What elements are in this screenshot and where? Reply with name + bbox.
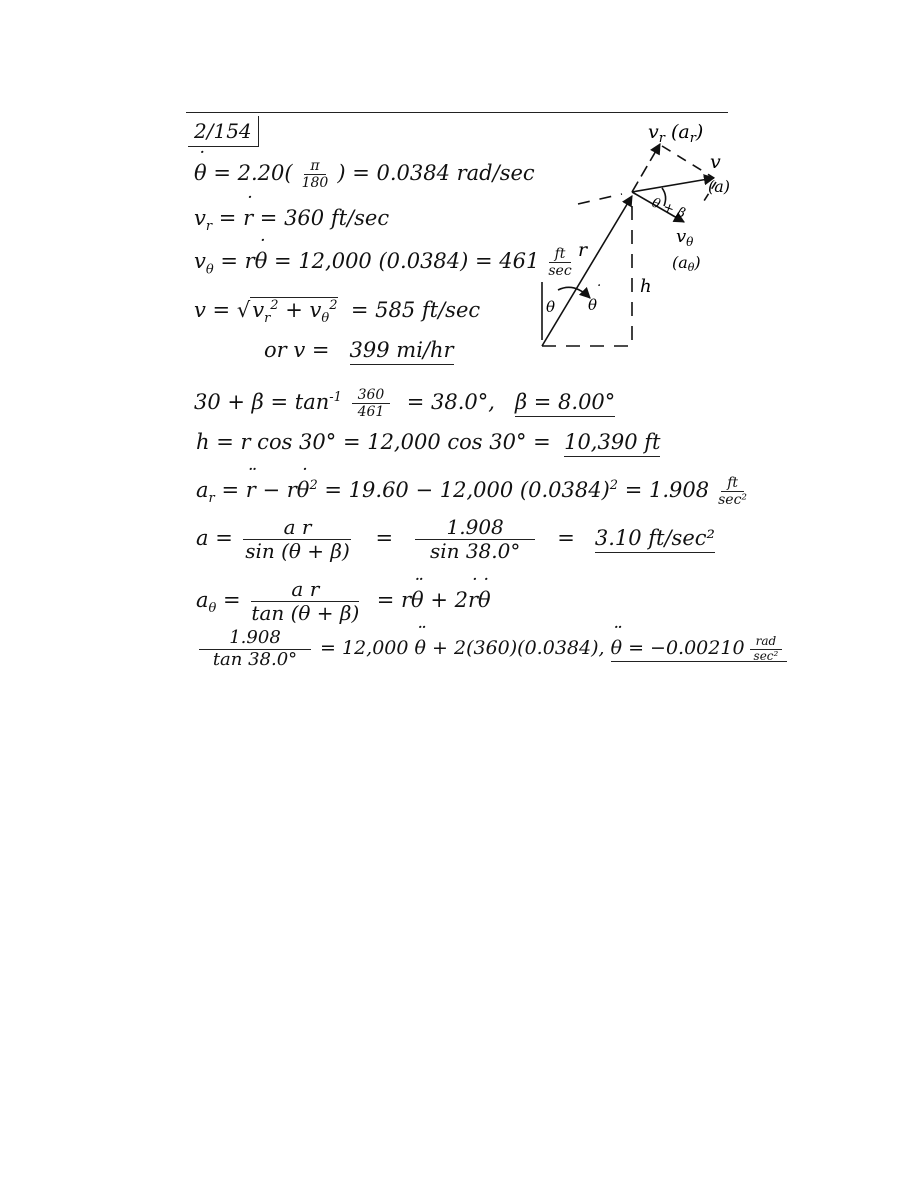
eq-text: + 2 [430, 588, 468, 612]
eq-theta-ddot [196, 628, 787, 670]
h-label: h [640, 276, 652, 297]
vtheta-projection [702, 182, 716, 204]
eq-text: + 2(360)(0.0384), [432, 637, 605, 660]
eq-text: h = r cos 30° = 12,000 cos 30° = [196, 430, 551, 454]
theta-dot-symbol: ˙ θ [255, 247, 268, 275]
vr-vector [632, 144, 660, 192]
angle-label: θ + β [649, 195, 688, 222]
eq-text: = 38.0°, [406, 390, 495, 414]
rad-per-sec2: $\frac{\text{rad}}{\text{sec²}}$ [748, 635, 785, 664]
ft-per-sec2: $\frac{ft}{\text{sec²}}$ [718, 474, 748, 508]
eq-vtheta [194, 246, 581, 284]
eq-a [196, 516, 715, 563]
eq-h [196, 428, 660, 456]
eq-text: a = [196, 526, 233, 550]
v-symbol: v [252, 298, 265, 322]
eq-text: = 2.20 [213, 161, 285, 186]
eq-text: v = [194, 298, 237, 322]
ft-per-sec: $\frac{ft}{\sec}$ [548, 246, 572, 280]
fraction-1908-sin: $\frac{1.908}{\sin 38.0^\circ}$ [416, 516, 534, 563]
v-label: v [710, 151, 721, 173]
r-dot-symbol: ˙ r [243, 204, 253, 232]
subscript: θ [208, 601, 217, 617]
vr-projection [662, 146, 714, 178]
v-symbol: v [194, 249, 206, 274]
subscript: r [264, 311, 271, 327]
r-label: r [578, 239, 588, 261]
eq-v: $v = √v_r^2 + v_\theta^2 = 585$ ft/sec [194, 298, 481, 327]
a-label: (a) [708, 177, 731, 196]
theta-ddot-symbol: ¨ θ [415, 634, 426, 662]
superscript: 2 [609, 478, 619, 493]
eq-text: = [218, 206, 244, 230]
eq-text: = r [376, 588, 412, 612]
problem-number: 2/154 [188, 116, 259, 147]
eq-theta-dot: ˙ θ = 2.20( $\frac{\pi}{180}$ ) = 0.0384 rad/sec [194, 158, 535, 191]
theta-dot-label: θ [588, 296, 598, 314]
subscript: r [208, 491, 215, 507]
eq-result: = 1.908 [624, 478, 710, 502]
a-symbol: a [196, 478, 209, 502]
horizontal-ref [578, 194, 622, 204]
vr-label: $v_r$ $(a_r)$ [648, 121, 704, 146]
superscript: 2 [270, 298, 279, 313]
fraction-ar-sin: $\frac{\text{a r}}{\sin (\theta + \beta)}$ [245, 515, 350, 563]
answer-beta: β = 8.00° [515, 390, 615, 417]
eq-result: = 0.0384 rad/sec [352, 161, 535, 186]
answer-v-mph: 399 mi/hr [350, 338, 454, 365]
theta-ddot-symbol: ¨ θ [411, 586, 424, 614]
v-vector [632, 178, 714, 192]
subscript: θ [321, 311, 330, 327]
a-symbol: a [196, 588, 209, 612]
superscript: 2 [329, 298, 338, 313]
eq-atheta [196, 578, 491, 625]
eq-text: = [221, 478, 240, 502]
theta-label: θ [546, 298, 556, 316]
eq-text: = [557, 526, 575, 550]
eq-text: 30 + β = tan [194, 390, 330, 414]
eq-text: = [375, 526, 394, 550]
vtheta-label: $v_\theta$ [676, 226, 694, 249]
eq-text: = r [220, 249, 255, 274]
r-ddot-symbol: ¨ r [246, 476, 256, 504]
atheta-label: (aθ) [672, 253, 701, 274]
eq-text: + v [278, 298, 322, 322]
pi-over-180: $\frac{\pi}{180}$ [301, 158, 329, 192]
eq-text: = 12,000 [320, 637, 409, 660]
angle-arc [662, 188, 666, 206]
eq-ar [196, 472, 756, 513]
superscript: 2 [309, 478, 318, 493]
theta-dot-arc [558, 287, 590, 298]
answer-theta-ddot [610, 633, 788, 663]
answer-h: 10,390 ft [564, 430, 660, 457]
fraction-360-461: $\frac{360}{461}$ [352, 387, 391, 420]
answer-a: 3.10 ft/sec² [595, 526, 715, 553]
eq-text: = 19.60 − 12,000 (0.0384) [324, 478, 610, 502]
eq-text: = [223, 588, 241, 612]
theta-ddot-symbol: ¨ θ [611, 634, 622, 662]
fraction-1908-tan: $\frac{1.908}{\tan 38.0^\circ}$ [199, 628, 311, 670]
eq-vr [194, 204, 389, 241]
fraction-ar-tan: $\frac{\text{a r}}{\tan (\theta + \beta)}$ [251, 577, 360, 625]
subscript: θ [205, 262, 214, 278]
eq-text: − r [262, 478, 297, 502]
subscript: r [205, 219, 213, 235]
eq-result: = 12,000 (0.0384) = 461 [274, 249, 540, 274]
eq-result: = −0.00210 [628, 637, 745, 660]
header-rule [186, 112, 728, 113]
v-symbol: v [194, 206, 206, 230]
eq-result: = 585 ft/sec [350, 298, 481, 322]
theta-dot-symbol: ˙ θ [194, 159, 207, 187]
theta-dot-symbol: ˙ θ [297, 476, 310, 504]
r-dot-symbol: ˙ r [468, 586, 478, 614]
eq-beta [194, 384, 615, 420]
superscript: -1 [329, 390, 342, 405]
theta-dot-mark: ˙ [594, 282, 602, 300]
eq-v-mph [264, 336, 454, 364]
eq-text: or v = [264, 338, 330, 362]
theta-dot-symbol: ˙ θ [478, 586, 491, 614]
eq-result: = 360 ft/sec [259, 206, 390, 230]
radicand [250, 297, 338, 327]
vtheta-vector [632, 192, 684, 222]
